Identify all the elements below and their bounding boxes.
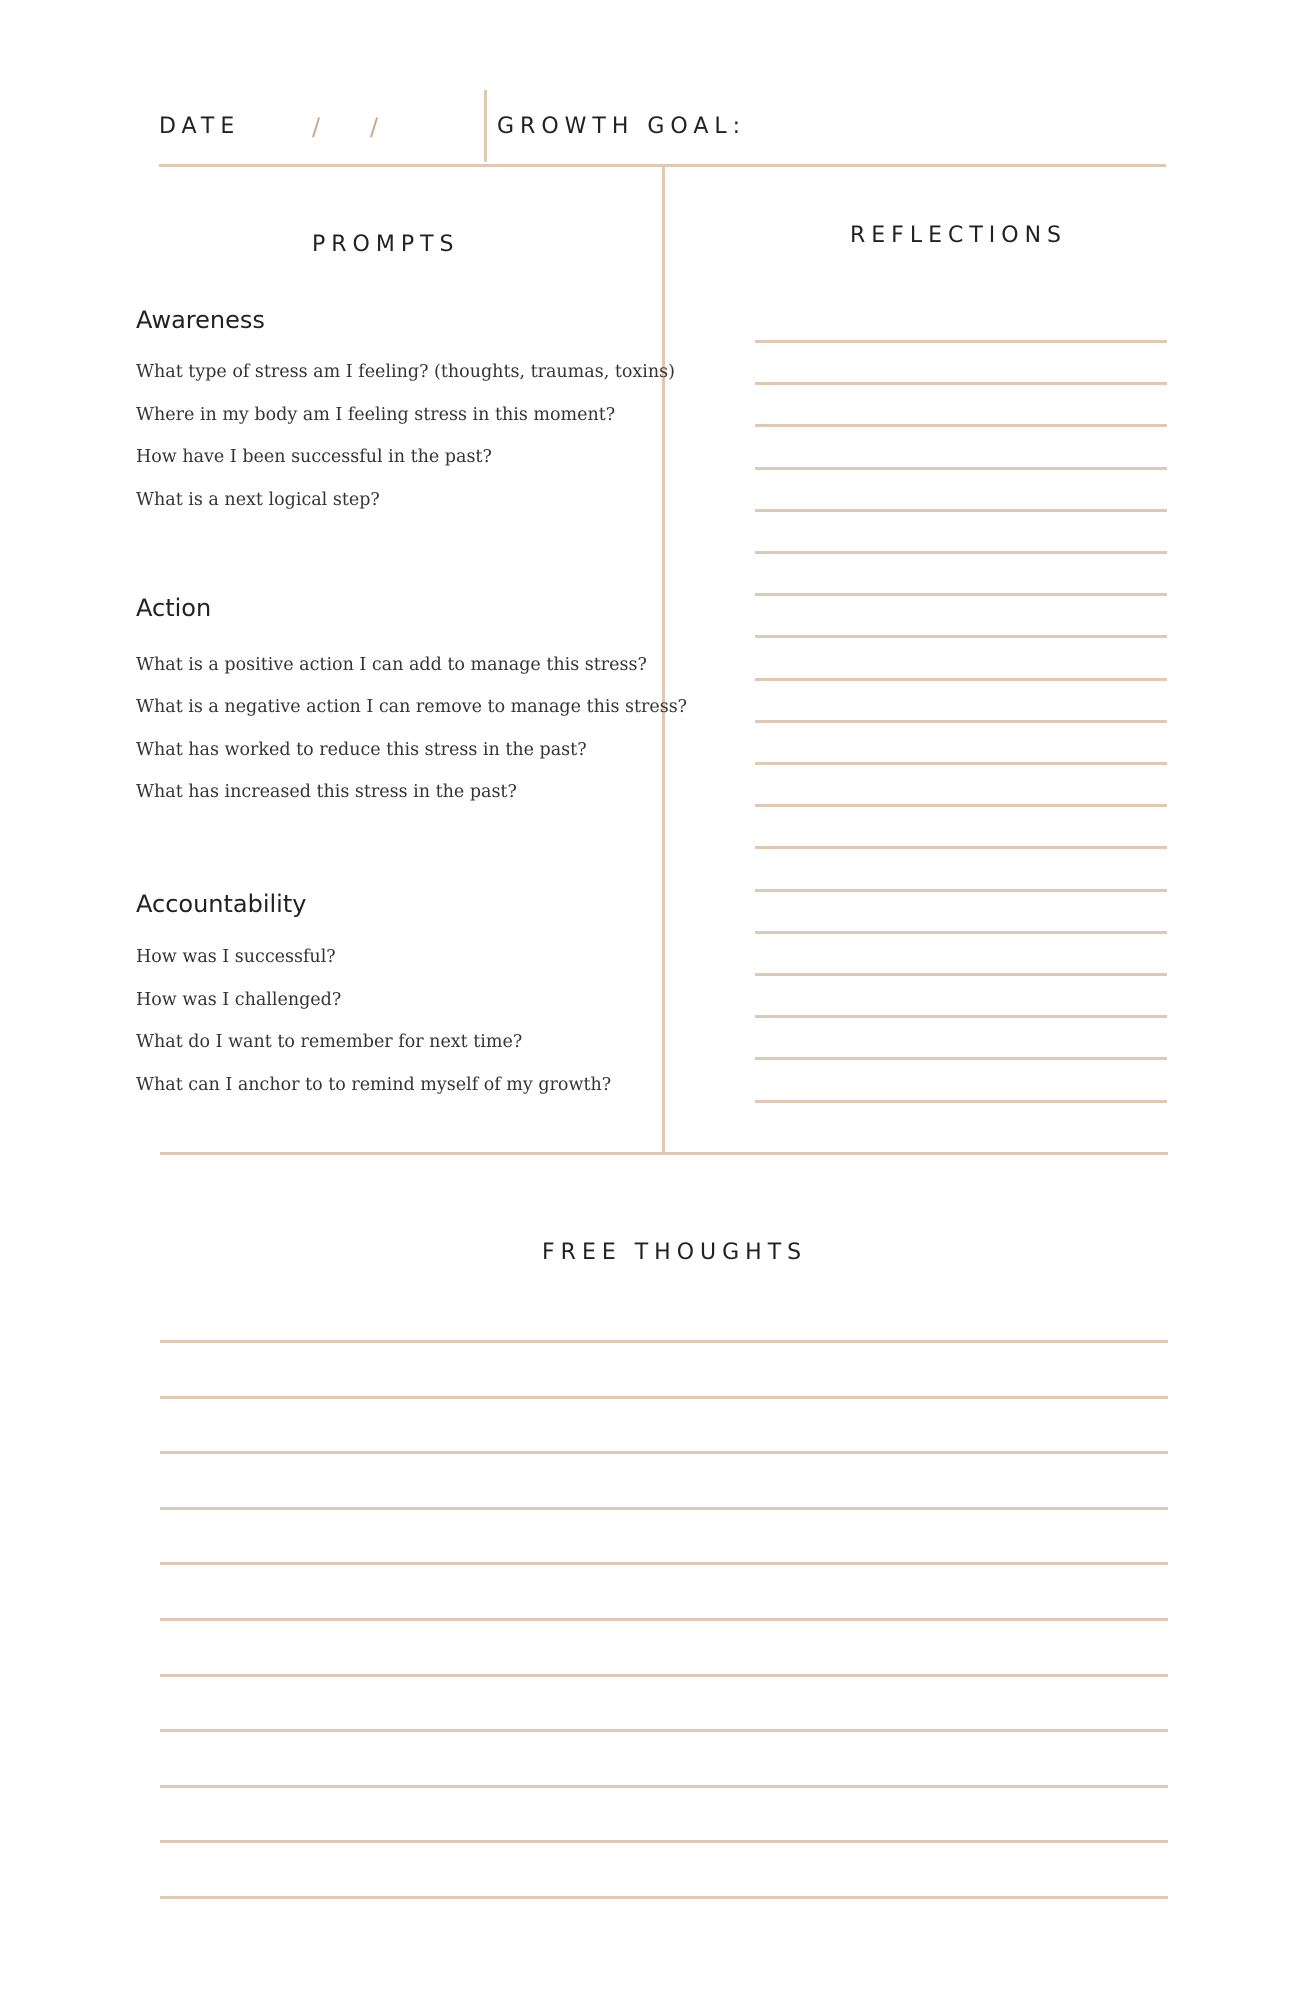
reflection-line[interactable] [755, 340, 1167, 343]
reflection-line[interactable] [755, 635, 1167, 638]
reflection-line[interactable] [755, 720, 1167, 723]
date-separator-2: / [370, 113, 379, 141]
reflection-line[interactable] [755, 889, 1167, 892]
prompt-item: How was I successful? [136, 947, 336, 967]
reflection-line[interactable] [755, 382, 1167, 385]
free-thought-line[interactable] [160, 1729, 1168, 1732]
free-thought-line[interactable] [160, 1451, 1168, 1454]
date-field[interactable] [159, 100, 479, 156]
prompt-item: What has increased this stress in the past? [136, 782, 517, 802]
prompt-item: How have I been successful in the past? [136, 447, 492, 467]
reflection-line[interactable] [755, 1100, 1167, 1103]
reflection-line[interactable] [755, 678, 1167, 681]
free-thought-line[interactable] [160, 1396, 1168, 1399]
date-label: DATE [159, 114, 241, 139]
free-thought-line[interactable] [160, 1785, 1168, 1788]
prompt-item: What do I want to remember for next time? [136, 1032, 523, 1052]
reflection-line[interactable] [755, 1057, 1167, 1060]
section-title-awareness: Awareness [136, 306, 265, 334]
reflection-line[interactable] [755, 551, 1167, 554]
free-thought-line[interactable] [160, 1340, 1168, 1343]
reflection-line[interactable] [755, 424, 1167, 427]
growth-goal-field[interactable] [750, 100, 1165, 156]
header-divider [484, 90, 487, 162]
reflection-line[interactable] [755, 1015, 1167, 1018]
growth-goal-label: GROWTH GOAL: [497, 114, 747, 139]
reflection-line[interactable] [755, 931, 1167, 934]
columns-bottom-rule [160, 1152, 1168, 1155]
free-thought-line[interactable] [160, 1507, 1168, 1510]
column-divider [662, 166, 665, 1153]
reflections-heading: REFLECTIONS [850, 223, 1068, 248]
reflection-line[interactable] [755, 467, 1167, 470]
prompt-item: What is a next logical step? [136, 490, 380, 510]
reflection-line[interactable] [755, 846, 1167, 849]
free-thought-line[interactable] [160, 1896, 1168, 1899]
prompts-heading: PROMPTS [312, 232, 460, 257]
prompt-item: What is a negative action I can remove to manage this stress? [136, 697, 688, 717]
free-thought-line[interactable] [160, 1562, 1168, 1565]
prompt-item: What is a positive action I can add to manage this stress? [136, 655, 647, 675]
free-thought-line[interactable] [160, 1618, 1168, 1621]
reflection-line[interactable] [755, 973, 1167, 976]
reflection-line[interactable] [755, 593, 1167, 596]
prompt-item: What can I anchor to to remind myself of my growth? [136, 1075, 612, 1095]
reflection-line[interactable] [755, 804, 1167, 807]
section-title-action: Action [136, 594, 212, 622]
free-thought-line[interactable] [160, 1674, 1168, 1677]
date-separator-1: / [312, 113, 321, 141]
reflection-line[interactable] [755, 762, 1167, 765]
prompt-item: What has worked to reduce this stress in the past? [136, 740, 587, 760]
prompt-item: Where in my body am I feeling stress in this moment? [136, 405, 616, 425]
reflection-line[interactable] [755, 509, 1167, 512]
free-thought-line[interactable] [160, 1840, 1168, 1843]
prompt-item: What type of stress am I feeling? (thoughts, traumas, toxins) [136, 362, 675, 382]
section-title-accountability: Accountability [136, 890, 307, 918]
free-thoughts-heading: FREE THOUGHTS [542, 1240, 808, 1265]
prompt-item: How was I challenged? [136, 990, 342, 1010]
